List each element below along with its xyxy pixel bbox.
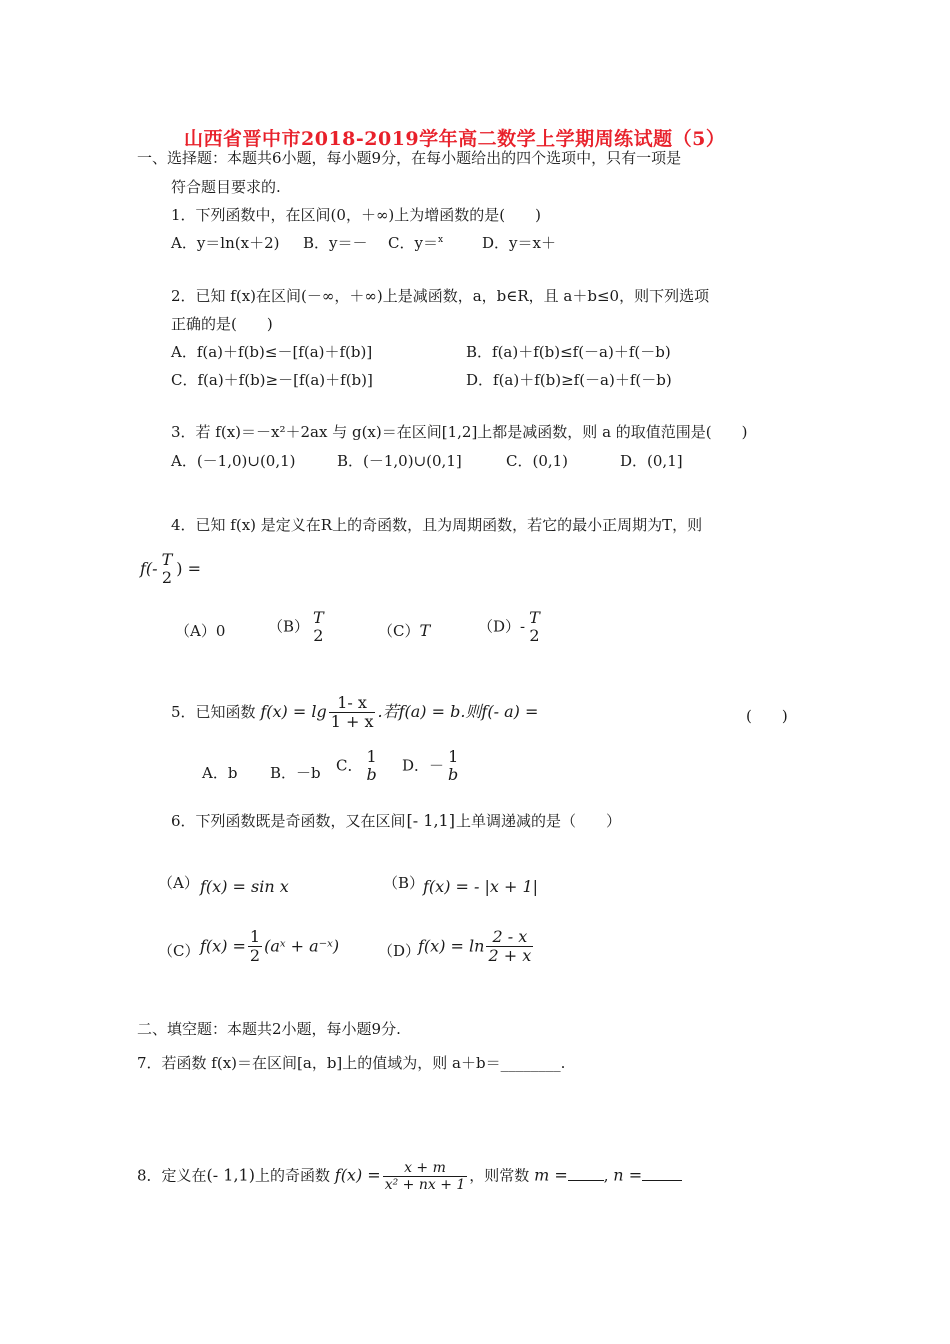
q2-option-a: A．f(a)＋f(b)≤－[f(a)＋f(b)] bbox=[171, 343, 373, 361]
q1-option-d: D．y＝x＋ bbox=[482, 234, 556, 252]
q7-stem: 7．若函数 f(x)＝在区间[a，b]上的值域为，则 a＋b＝________. bbox=[137, 1054, 566, 1072]
q1-option-c: C．y＝$^x$ bbox=[388, 234, 444, 252]
q4-option-c: （C）T bbox=[378, 621, 431, 640]
q8-n-blank[interactable] bbox=[642, 1166, 682, 1181]
q3-option-a: A．(－1,0)∪(0,1) bbox=[171, 452, 296, 470]
q4-stem: 4．已知 f(x) 是定义在R上的奇函数，且为周期函数，若它的最小正周期为T，则 bbox=[171, 516, 703, 534]
q4-option-d: （D）- T 2 bbox=[478, 608, 540, 646]
q6-option-a: f(x) = sin x bbox=[200, 877, 289, 896]
q3-option-b: B．(－1,0)∪(0,1] bbox=[337, 452, 462, 470]
q5-option-c: C． 1 b bbox=[336, 747, 377, 785]
section-one-heading-cont: 符合题目要求的. bbox=[171, 178, 281, 196]
q5-option-a: A．b bbox=[202, 764, 238, 782]
section-two-heading: 二、填空题：本题共2小题，每小题9分. bbox=[137, 1020, 401, 1038]
q1-option-b: B．y＝－ bbox=[303, 234, 368, 252]
q6-option-c: f(x) = $\frac{1}{2}$ (aˣ + a⁻ˣ) bbox=[200, 927, 340, 966]
q6-option-b-label: （B） bbox=[383, 874, 425, 892]
q6-option-c-label: （C） bbox=[158, 942, 200, 960]
q6-option-a-label: （A） bbox=[158, 874, 199, 892]
q5-option-d: D．－ 1 b bbox=[402, 747, 459, 785]
q3-option-c: C．(0,1) bbox=[506, 452, 569, 470]
q8-m-blank[interactable] bbox=[568, 1166, 604, 1181]
q2-option-d: D．f(a)＋f(b)≥f(－a)＋f(－b) bbox=[466, 371, 672, 389]
q4-option-b: （B） T 2 bbox=[268, 608, 324, 646]
q5-answer-paren: ( ) bbox=[746, 707, 788, 725]
q4-option-a: （A）0 bbox=[175, 622, 226, 640]
q6-option-d-label: （D） bbox=[378, 942, 421, 960]
q5-stem: 5．已知函数 f(x) = lg $\frac{1- x}{1 + x}$ .若f(a) = b.则f(- a) = bbox=[171, 693, 539, 732]
section-one-heading: 一、选择题：本题共6小题，每小题9分，在每小题给出的四个选项中，只有一项是 bbox=[137, 149, 682, 167]
q2-stem-cont: 正确的是( ) bbox=[171, 315, 273, 333]
q3-stem: 3．若 f(x)＝－x²＋2ax 与 g(x)＝在区间[1,2]上都是减函数，则 a 的取值范围是( ) bbox=[171, 423, 748, 441]
q2-option-c: C．f(a)＋f(b)≥－[f(a)＋f(b)] bbox=[171, 371, 373, 389]
q4-expression: f(- T 2 ) = bbox=[140, 550, 201, 588]
q6-stem: 6．下列函数既是奇函数，又在区间[- 1,1]上单调递减的是（ ） bbox=[171, 811, 621, 830]
q6-option-d: f(x) = ln $\frac{2 - x}{2 + x}$ bbox=[418, 927, 532, 966]
q1-option-a: A．y＝ln(x＋2) bbox=[171, 234, 280, 252]
page-title: 山西省晋中市2018-2019学年高二数学上学期周练试题（5） bbox=[184, 128, 726, 150]
q8-stem: 8．定义在(- 1,1)上的奇函数 f(x) = $\frac{x + m}{\text{x² + nx + 1}}$ ，则常数 m = , n = bbox=[137, 1160, 682, 1193]
q1-stem: 1．下列函数中，在区间(0，＋∞)上为增函数的是( ) bbox=[171, 206, 541, 224]
q2-option-b: B．f(a)＋f(b)≤f(－a)＋f(－b) bbox=[466, 343, 671, 361]
q6-option-b: f(x) = - |x + 1| bbox=[423, 877, 539, 896]
q3-option-d: D．(0,1] bbox=[620, 452, 683, 470]
q5-option-b: B．－b bbox=[270, 764, 321, 782]
q2-stem: 2．已知 f(x)在区间(－∞，＋∞)上是减函数，a，b∈R，且 a＋b≤0，则下列选项 bbox=[171, 287, 710, 305]
